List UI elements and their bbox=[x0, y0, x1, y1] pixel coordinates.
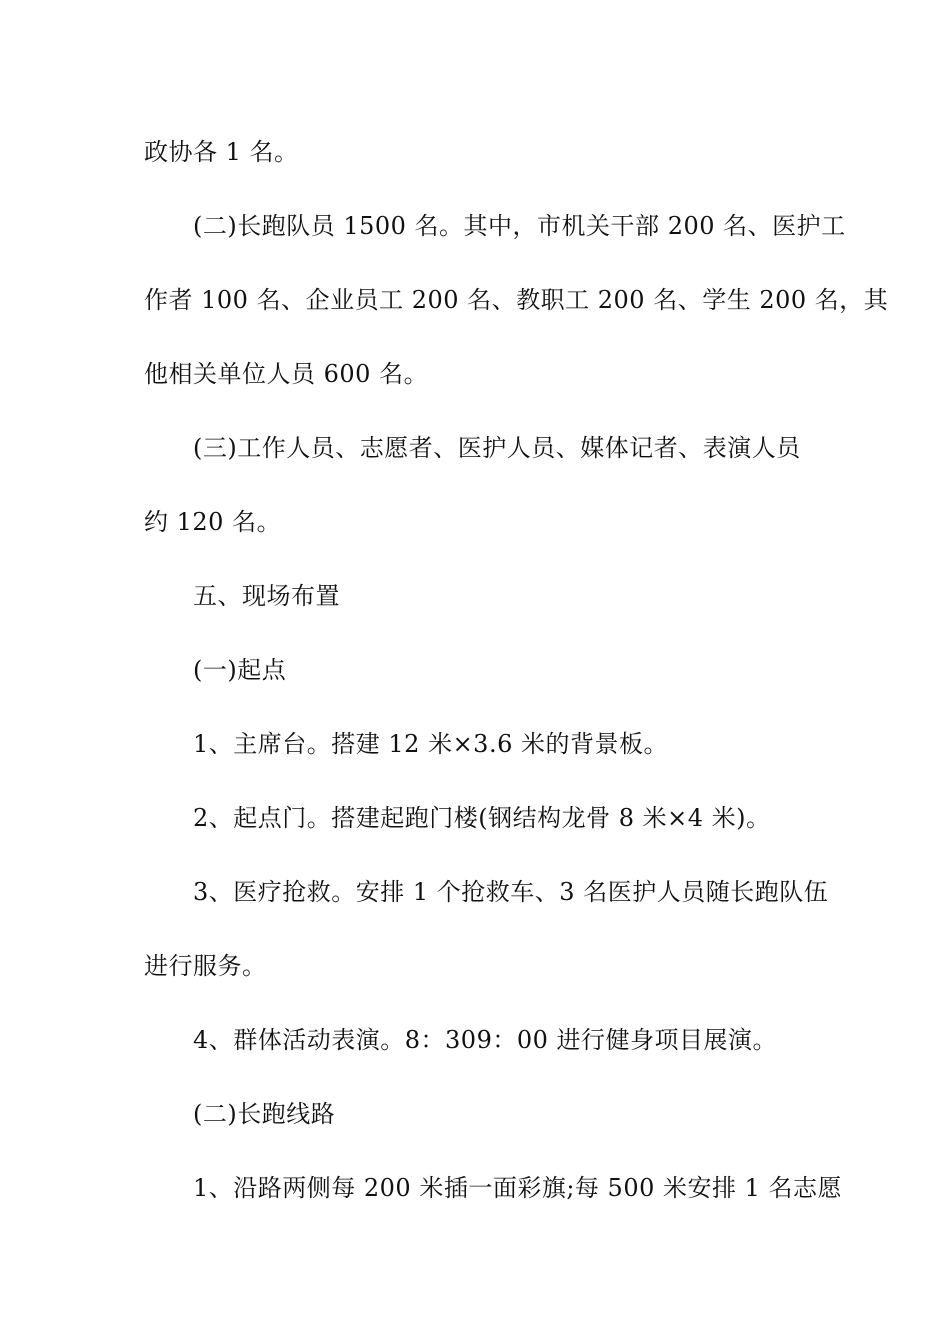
text-line: 1、主席台。搭建 12 米×3.6 米的背景板。 bbox=[193, 730, 668, 758]
text-line: (二)长跑队员 1500 名。其中，市机关干部 200 名、医护工 bbox=[193, 212, 846, 240]
subsection-heading: (二)长跑线路 bbox=[193, 1100, 336, 1128]
text-line: 约 120 名。 bbox=[144, 508, 282, 536]
text-line: 1、沿路两侧每 200 米插一面彩旗;每 500 米安排 1 名志愿 bbox=[193, 1174, 843, 1202]
text-line: 2、起点门。搭建起跑门楼(钢结构龙骨 8 米×4 米)。 bbox=[193, 804, 771, 832]
text-line: 进行服务。 bbox=[144, 952, 267, 980]
subsection-heading: (一)起点 bbox=[193, 656, 287, 684]
text-line: 政协各 1 名。 bbox=[144, 138, 299, 166]
text-line: 4、群体活动表演。8：309：00 进行健身项目展演。 bbox=[193, 1026, 778, 1054]
text-line: (三)工作人员、志愿者、医护人员、媒体记者、表演人员 bbox=[193, 434, 801, 462]
text-line: 3、医疗抢救。安排 1 个抢救车、3 名医护人员随长跑队伍 bbox=[193, 878, 829, 906]
section-heading: 五、现场布置 bbox=[193, 582, 340, 610]
text-line: 他相关单位人员 600 名。 bbox=[144, 360, 429, 388]
text-line: 作者 100 名、企业员工 200 名、教职工 200 名、学生 200 名，其 bbox=[144, 286, 889, 314]
